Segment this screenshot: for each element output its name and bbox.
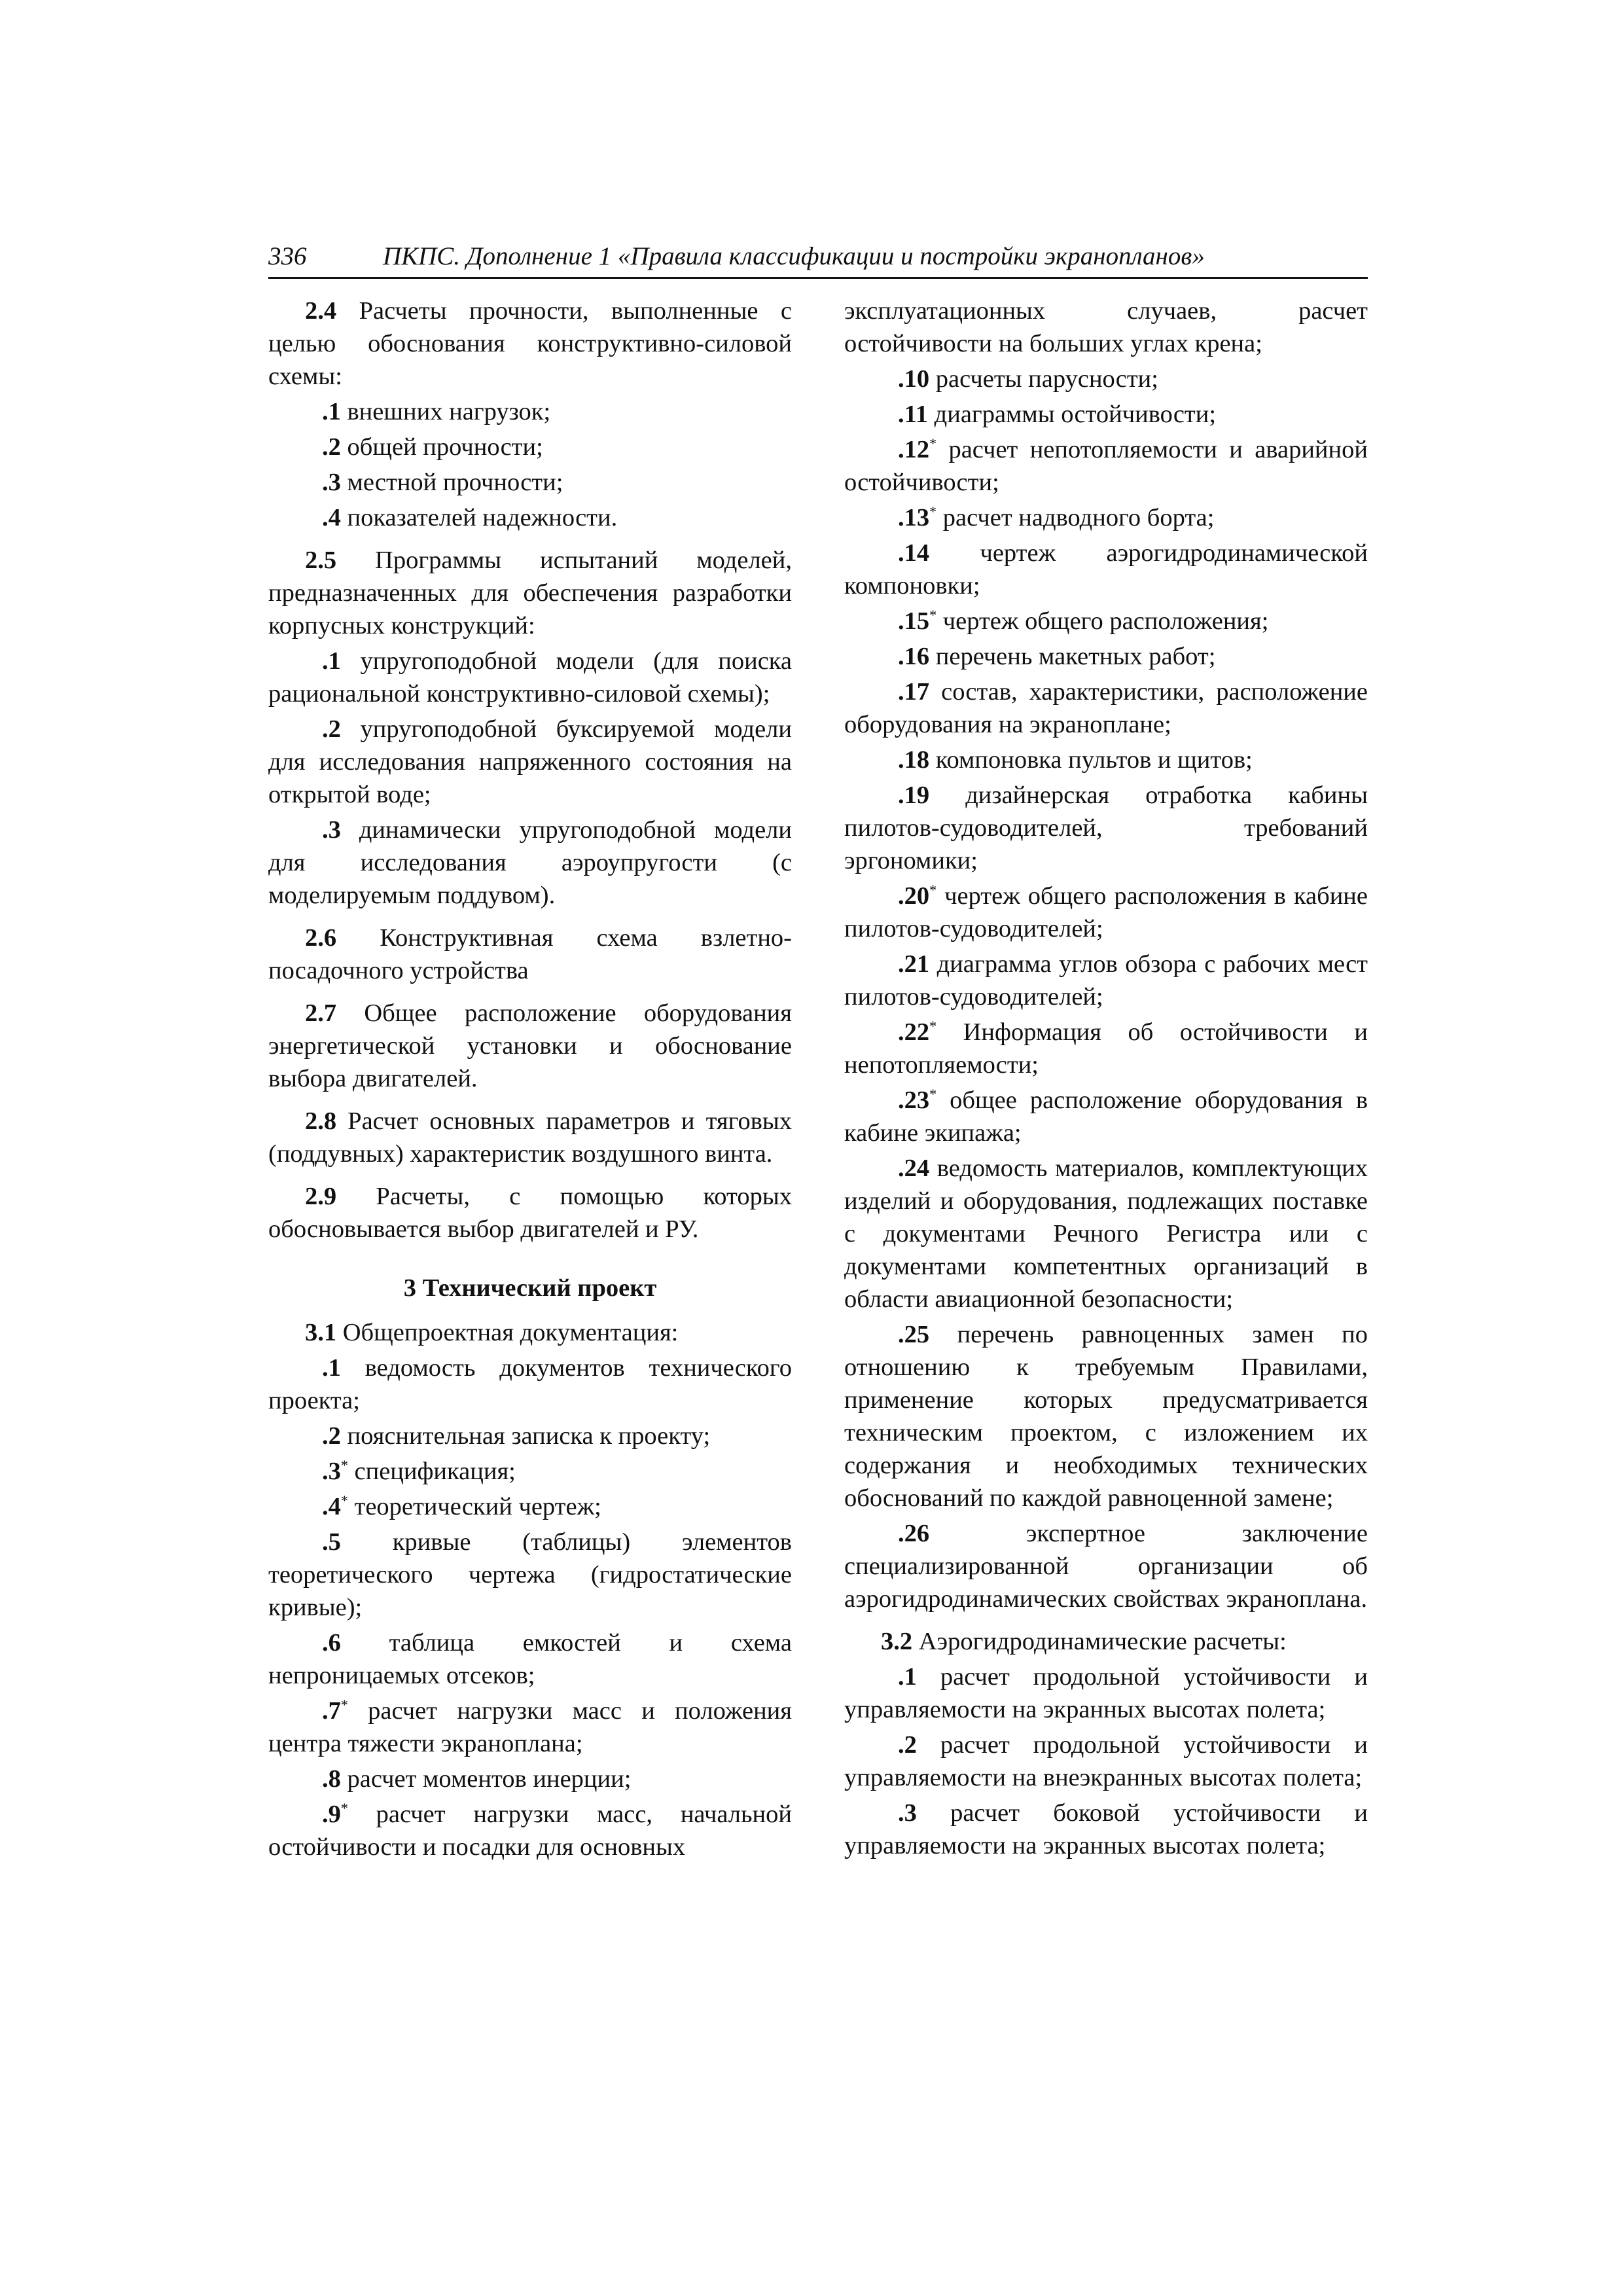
item-number: .3	[322, 1458, 341, 1485]
list-item	[844, 363, 1368, 395]
list-item	[844, 1084, 1368, 1149]
list-item	[844, 1729, 1368, 1794]
asterisk-mark: *	[340, 1800, 348, 1816]
item-number: .9	[322, 1801, 341, 1828]
item-text: ведомость документов технического проекта;	[268, 1354, 792, 1414]
item-number: .19	[898, 781, 930, 809]
item-number: 2.4	[305, 297, 337, 325]
item-number: .26	[898, 1520, 930, 1547]
list-item	[844, 948, 1368, 1013]
item-number: .13	[898, 504, 930, 531]
item-number: .1	[322, 398, 341, 425]
section-paragraph	[268, 1180, 792, 1246]
item-text: расчет нагрузки масс и положения центра тяжести экраноплана;	[268, 1697, 792, 1757]
list-item	[268, 431, 792, 463]
section-paragraph	[268, 1105, 792, 1170]
item-text: диаграмма углов обзора с рабочих мест пилотов-судоводителей;	[844, 950, 1368, 1011]
item-number: .25	[898, 1321, 930, 1348]
section-paragraph	[268, 922, 792, 987]
right-column	[844, 295, 1368, 1862]
list-item	[844, 1152, 1368, 1316]
asterisk-mark: *	[929, 503, 937, 520]
item-number: .12	[898, 436, 930, 463]
continued-text	[844, 295, 1368, 360]
item-number: .5	[322, 1528, 341, 1556]
list-item	[844, 605, 1368, 637]
list-item	[844, 1016, 1368, 1081]
item-text: кривые (таблицы) элементов теоретического чертежа (гидростатические кривые);	[268, 1528, 792, 1621]
item-number: .2	[322, 1422, 341, 1450]
list-item	[268, 1526, 792, 1624]
item-number: .18	[898, 746, 930, 774]
item-text: теоретический чертеж;	[348, 1493, 601, 1520]
asterisk-mark: *	[929, 882, 937, 898]
item-text: экспертное заключение специализированной организации об аэрогидродинамических свойствах экраноплана.	[844, 1520, 1368, 1613]
asterisk-mark: *	[929, 435, 937, 452]
list-item	[268, 1352, 792, 1417]
item-text: динамически упругоподобной модели для исследования аэроупругости (с моделируемым поддувом).	[268, 816, 792, 909]
item-text: чертеж общего расположения в кабине пилотов-судоводителей;	[844, 882, 1368, 942]
item-text: расчет боковой устойчивости и управляемости на экранных высотах полета;	[844, 1799, 1368, 1859]
item-number: .11	[898, 401, 929, 428]
item-number: 3.2	[881, 1628, 913, 1655]
list-item	[268, 1695, 792, 1760]
list-item	[844, 1517, 1368, 1615]
item-number: .1	[322, 1354, 341, 1382]
item-number: .24	[898, 1155, 930, 1182]
list-item	[268, 1626, 792, 1692]
item-text: таблица емкостей и схема непроницаемых отсеков;	[268, 1629, 792, 1689]
list-item	[844, 880, 1368, 945]
item-text: дизайнерская отработка кабины пилотов-судоводителей, требований эргономики;	[844, 781, 1368, 874]
list-item	[844, 779, 1368, 877]
item-number: .15	[898, 607, 930, 635]
item-number: 2.8	[305, 1107, 337, 1135]
item-text: Расчет основных параметров и тяговых (поддувных) характеристик воздушного винта.	[268, 1107, 792, 1168]
item-text: расчеты парусности;	[929, 365, 1158, 393]
asterisk-mark: *	[929, 607, 937, 623]
asterisk-mark: *	[340, 1696, 348, 1713]
item-number: .6	[322, 1629, 341, 1657]
item-number: .20	[898, 882, 930, 910]
item-number: .2	[322, 715, 341, 743]
item-text: спецификация;	[348, 1458, 516, 1485]
section-paragraph	[268, 997, 792, 1095]
item-text: Информация об остойчивости и непотопляемости;	[844, 1018, 1368, 1079]
item-text: компоновка пультов и щитов;	[929, 746, 1253, 774]
item-number: .17	[898, 678, 930, 706]
list-item	[844, 1318, 1368, 1515]
list-item	[268, 713, 792, 811]
item-number: .10	[898, 365, 930, 393]
item-text: Аэрогидродинамические расчеты:	[912, 1628, 1287, 1655]
item-number: .2	[898, 1731, 917, 1759]
item-text: расчет надводного борта;	[936, 504, 1215, 531]
item-text: диаграммы остойчивости;	[928, 401, 1217, 428]
section-paragraph	[268, 295, 792, 393]
list-item	[844, 744, 1368, 776]
list-item	[844, 501, 1368, 534]
asterisk-mark: *	[340, 1457, 348, 1473]
item-text: перечень равноценных замен по отношению к требуемым Правилами, применение которых предусматривается техническим проектом, с изложением их содержания и необходимых технических обоснований по каждой равноценной замене;	[844, 1321, 1368, 1512]
list-item	[844, 640, 1368, 673]
item-text: состав, характеристики, расположение оборудования на экраноплане;	[844, 678, 1368, 738]
item-number: .16	[898, 643, 930, 670]
list-item	[268, 645, 792, 710]
item-text: расчет продольной устойчивости и управляемости на внеэкранных высотах полета;	[844, 1731, 1368, 1791]
item-number: 3.1	[305, 1319, 337, 1346]
item-number: .8	[322, 1765, 341, 1793]
item-text: расчет продольной устойчивости и управляемости на экранных высотах полета;	[844, 1663, 1368, 1723]
item-number: 2.9	[305, 1183, 337, 1210]
list-item	[844, 1797, 1368, 1862]
asterisk-mark: *	[340, 1492, 348, 1509]
item-text: упругоподобной буксируемой модели для исследования напряженного состояния на открытой воде;	[268, 715, 792, 808]
item-number: .1	[898, 1663, 917, 1691]
item-text: Конструктивная схема взлетно-посадочного устройства	[268, 924, 792, 984]
list-item	[268, 466, 792, 499]
list-item	[268, 501, 792, 534]
item-number: .23	[898, 1086, 930, 1114]
running-title: ПКПС. Дополнение 1 «Правила классификации и постройки экранопланов»	[383, 242, 1205, 270]
item-text: общее расположение оборудования в кабине экипажа;	[844, 1086, 1368, 1147]
section-paragraph	[268, 544, 792, 642]
item-number: .3	[322, 469, 341, 496]
list-item	[844, 675, 1368, 741]
item-text: расчет моментов инерции;	[340, 1765, 632, 1793]
asterisk-mark: *	[929, 1086, 937, 1102]
item-text: общей прочности;	[340, 433, 543, 461]
item-text: Программы испытаний моделей, предназначенных для обеспечения разработки корпусных конструкций:	[268, 547, 792, 639]
list-item	[268, 1798, 792, 1863]
item-number: .3	[898, 1799, 917, 1827]
item-text: Расчеты прочности, выполненные с целью обоснования конструктивно-силовой схемы:	[268, 297, 792, 390]
list-item	[844, 1660, 1368, 1726]
item-number: 2.7	[305, 999, 337, 1027]
section-paragraph	[268, 1316, 792, 1349]
item-text: упругоподобной модели (для поиска рациональной конструктивно-силовой схемы);	[268, 647, 792, 708]
item-number: 2.6	[305, 924, 337, 952]
item-text: местной прочности;	[340, 469, 563, 496]
list-item	[268, 395, 792, 428]
page-number: 336	[268, 242, 307, 270]
section-heading: 3 Технический проект	[403, 1274, 657, 1302]
item-text: Общепроектная документация:	[336, 1319, 679, 1346]
item-number: .4	[322, 1493, 341, 1520]
item-text: показателей надежности.	[340, 504, 618, 531]
item-number: .7	[322, 1697, 341, 1725]
item-number: 2.5	[305, 547, 337, 574]
left-column	[268, 295, 792, 1863]
item-number: .2	[322, 433, 341, 461]
item-text: расчет нагрузки масс, начальной остойчивости и посадки для основных	[268, 1801, 792, 1861]
item-text: ведомость материалов, комплектующих изделий и оборудования, подлежащих поставке с документами Речного Регистра или с документами компетентных организаций в области авиационной безопасности;	[844, 1155, 1368, 1313]
item-text: пояснительная записка к проекту;	[340, 1422, 711, 1450]
item-number: .3	[322, 816, 341, 844]
asterisk-mark: *	[929, 1018, 937, 1034]
list-item	[844, 433, 1368, 499]
item-number: .1	[322, 647, 341, 675]
list-item	[268, 1420, 792, 1452]
item-text: чертеж аэрогидродинамической компоновки;	[844, 539, 1368, 600]
item-number: .14	[898, 539, 930, 567]
list-item	[844, 537, 1368, 602]
item-text: эксплуатационных случаев, расчет остойчивости на больших углах крена;	[844, 297, 1368, 357]
item-text: чертеж общего расположения;	[936, 607, 1269, 635]
list-item	[844, 398, 1368, 431]
item-text: перечень макетных работ;	[929, 643, 1216, 670]
item-number: .21	[898, 950, 930, 978]
item-text: расчет непотопляемости и аварийной остойчивости;	[844, 436, 1368, 496]
item-text: Расчеты, с помощью которых обосновывается выбор двигателей и РУ.	[268, 1183, 792, 1243]
list-item	[268, 1455, 792, 1488]
item-text: Общее расположение оборудования энергетической установки и обоснование выбора двигателей.	[268, 999, 792, 1092]
item-number: .4	[322, 504, 341, 531]
item-text: внешних нагрузок;	[340, 398, 551, 425]
item-number: .22	[898, 1018, 930, 1046]
list-item	[268, 1763, 792, 1795]
page-header	[268, 239, 1368, 279]
list-item	[268, 814, 792, 912]
list-item	[268, 1490, 792, 1523]
section-paragraph	[844, 1625, 1368, 1658]
